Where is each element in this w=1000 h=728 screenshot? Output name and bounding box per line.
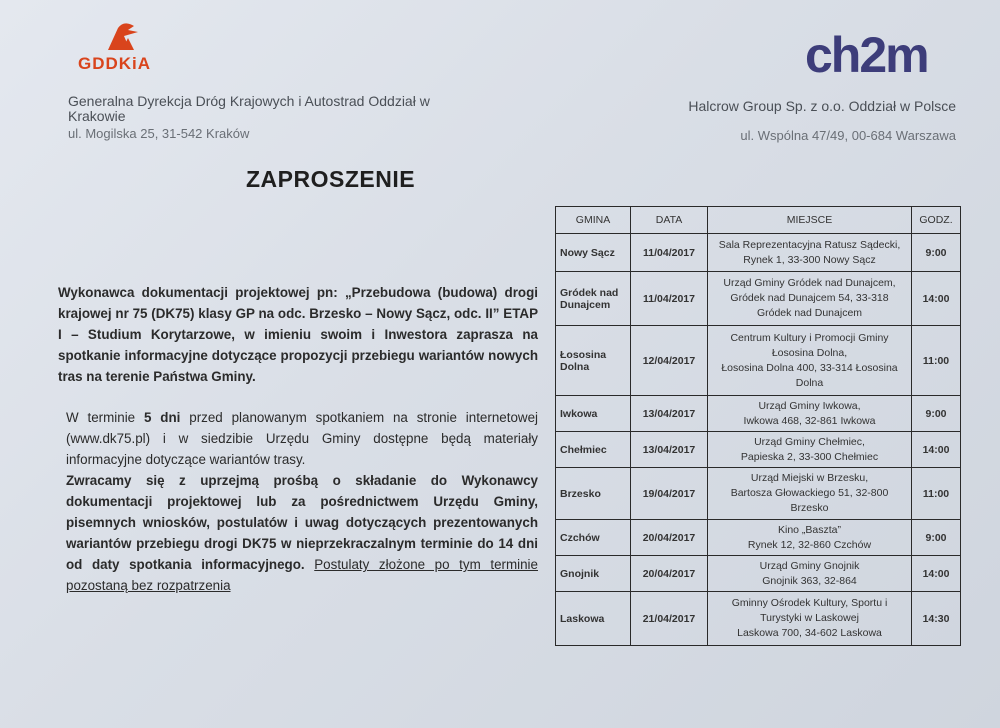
- cell-miejsce: [708, 556, 912, 592]
- miejsce-line: Urząd Gminy Gródek nad Dunajcem,: [723, 277, 896, 289]
- table-row: [556, 234, 961, 272]
- miejsce-line: Rynek 12, 32-860 Czchów: [747, 538, 872, 551]
- cell-godz: 11:00: [912, 468, 961, 520]
- right-org-name: Halcrow Group Sp. z o.o. Oddział w Polsce: [688, 98, 956, 114]
- left-org-block: [68, 94, 468, 141]
- miejsce-line: Urząd Miejski w Brzesku,: [750, 472, 869, 484]
- cell-miejsce: [708, 396, 912, 432]
- document-title: ZAPROSZENIE: [246, 166, 416, 192]
- cell-godz: 9:00: [912, 234, 961, 272]
- left-org-address: ul. Mogilska 25, 31-542 Kraków: [68, 126, 250, 141]
- miejsce-line: Turystyki w Laskowej: [760, 612, 859, 624]
- header-data: DATA: [631, 207, 708, 234]
- body-paragraph-3: [58, 470, 538, 596]
- cell-godz: 9:00: [912, 520, 961, 556]
- table-header-row: [556, 207, 961, 234]
- cell-data: 11/04/2017: [631, 272, 708, 326]
- miejsce-line: Papieska 2, 33-300 Chełmiec: [740, 450, 879, 463]
- right-org-block: [688, 98, 956, 143]
- cell-data: 21/04/2017: [631, 592, 708, 646]
- p2-text-c: przed planowanym spotkaniem na stronie internetowej (www.dk75.pl) i w siedzibie Urzędu Gminy dostępne będą materiały informacyjne dotyczące wariantów trasy.: [66, 410, 538, 467]
- miejsce-line: Urząd Gminy Iwkowa,: [758, 399, 861, 412]
- miejsce-line: Gródek nad Dunajcem 54, 33-318: [730, 292, 889, 304]
- cell-miejsce: [708, 234, 912, 272]
- body-paragraph-1: Wykonawca dokumentacji projektowej pn: „Przebudowa (budowa) drogi krajowej nr 75 (DK75) klasy GP na odc. Brzesko – Nowy Sącz, odc. II” ETAP I – Studium Korytarzowe, w imieniu swoim i Inwestora zaprasza na spotkanie informacyjne dotyczące propozycji przebiegu wariantów nowych tras na terenie Państwa Gminy.: [58, 285, 538, 384]
- cell-data: 13/04/2017: [631, 396, 708, 432]
- cell-miejsce: [708, 520, 912, 556]
- meeting-schedule-table: [555, 206, 961, 646]
- header-miejsce: MIEJSCE: [708, 207, 912, 234]
- cell-data: 12/04/2017: [631, 326, 708, 396]
- table-row: [556, 468, 961, 520]
- right-org-address: ul. Wspólna 47/49, 00-684 Warszawa: [740, 128, 956, 143]
- miejsce-line: Sala Reprezentacyjna Ratusz Sądecki,: [718, 238, 901, 251]
- left-org-name: Generalna Dyrekcja Dróg Krajowych i Autostrad Oddział w Krakowie: [68, 93, 430, 124]
- miejsce-line: Centrum Kultury i Promocji Gminy: [730, 331, 889, 344]
- header-godz: GODZ.: [912, 207, 961, 234]
- cell-gmina: Laskowa: [556, 592, 631, 646]
- cell-godz: 14:00: [912, 272, 961, 326]
- cell-miejsce: [708, 326, 912, 396]
- cell-godz: 14:00: [912, 432, 961, 468]
- gddkia-logo: [78, 22, 178, 74]
- miejsce-line: Laskowa 700, 34-602 Laskowa: [737, 627, 882, 639]
- p3-underlined-note: Postulaty złożone po tym terminie pozostaną bez rozpatrzenia: [66, 557, 538, 593]
- cell-gmina: Gnojnik: [556, 556, 631, 592]
- p2-text-a: W terminie: [66, 410, 144, 425]
- table-row: [556, 432, 961, 468]
- cell-gmina: Iwkowa: [556, 396, 631, 432]
- ch2m-logo: ch2m: [805, 27, 928, 83]
- gddkia-eagle-icon: [104, 22, 144, 52]
- body-paragraph-2: [58, 407, 538, 470]
- cell-data: 11/04/2017: [631, 234, 708, 272]
- miejsce-line: Gminny Ośrodek Kultury, Sportu i: [731, 597, 888, 609]
- cell-miejsce: [708, 432, 912, 468]
- miejsce-line: Rynek 1, 33-300 Nowy Sącz: [743, 253, 876, 266]
- invitation-body: [58, 282, 538, 596]
- cell-miejsce: [708, 592, 912, 646]
- miejsce-line: Urząd Gminy Chełmiec,: [754, 435, 865, 448]
- miejsce-line: Dolna: [795, 376, 824, 389]
- cell-godz: 9:00: [912, 396, 961, 432]
- cell-data: 19/04/2017: [631, 468, 708, 520]
- cell-godz: 14:00: [912, 556, 961, 592]
- p3-text-a: Zwracamy się z uprzejmą prośbą o składanie do Wykonawcy dokumentacji projektowej lub za pośrednictwem Urzędu Gminy, pisemnych wniosków, postulatów i uwag dotyczących prezentowanych wariantów przebiegu drogi DK75 w nieprzekraczalnym terminie do 14 dni od daty spotkania informacyjnego.: [66, 473, 538, 572]
- miejsce-line: Gnojnik 363, 32-864: [762, 574, 857, 587]
- miejsce-line: Kino „Baszta”: [777, 523, 842, 536]
- p2-bold-days: 5 dni: [144, 410, 181, 425]
- cell-gmina: Łososina Dolna: [556, 326, 631, 396]
- table-row: [556, 520, 961, 556]
- cell-data: 20/04/2017: [631, 556, 708, 592]
- cell-godz: 14:30: [912, 592, 961, 646]
- cell-gmina: Brzesko: [556, 468, 631, 520]
- cell-data: 13/04/2017: [631, 432, 708, 468]
- cell-data: 20/04/2017: [631, 520, 708, 556]
- miejsce-line: Bartosza Głowackiego 51, 32-800: [730, 487, 889, 499]
- miejsce-line: Łososina Dolna 400, 33-314 Łososina: [721, 361, 898, 374]
- miejsce-line: Gródek nad Dunajcem: [756, 307, 863, 319]
- table-row: [556, 326, 961, 396]
- miejsce-line: Iwkowa 468, 32-861 Iwkowa: [743, 414, 876, 427]
- miejsce-line: Łososina Dolna,: [771, 346, 848, 359]
- gddkia-logo-text: GDDKiA: [78, 54, 152, 73]
- miejsce-line: Brzesko: [790, 502, 829, 514]
- cell-miejsce: [708, 468, 912, 520]
- cell-gmina: Czchów: [556, 520, 631, 556]
- cell-gmina: Nowy Sącz: [556, 234, 631, 272]
- cell-godz: 11:00: [912, 326, 961, 396]
- header-gmina: GMINA: [556, 207, 631, 234]
- table-row: [556, 592, 961, 646]
- table-row: [556, 556, 961, 592]
- cell-miejsce: [708, 272, 912, 326]
- cell-gmina: Chełmiec: [556, 432, 631, 468]
- cell-gmina: Gródek nad Dunajcem: [556, 272, 631, 326]
- table-row: [556, 396, 961, 432]
- miejsce-line: Urząd Gminy Gnojnik: [759, 559, 860, 572]
- table-row: [556, 272, 961, 326]
